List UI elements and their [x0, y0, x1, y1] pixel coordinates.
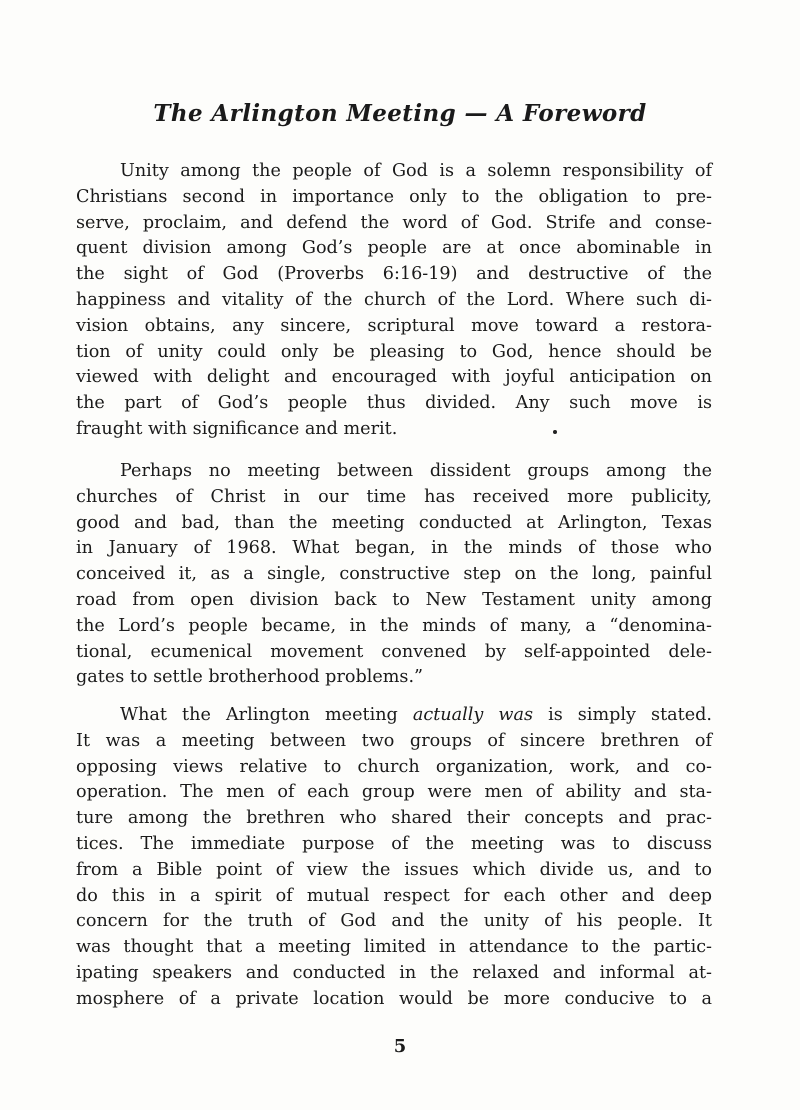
text-run: is simply stated.: [532, 705, 712, 725]
text-line: tices. The immediate purpose of the meeting was to discuss: [76, 833, 712, 854]
text-line: quent division among God’s people are at once abominable in: [76, 238, 712, 259]
text-line: [76, 703, 712, 729]
text-line: the part of God’s people thus divided. Any such move is: [76, 393, 712, 414]
text-run: What the Arlington meeting: [120, 705, 413, 725]
text-line: was thought that a meeting limited in attendance to the partic-: [76, 937, 712, 958]
paragraph-1: [76, 159, 712, 443]
text-line: Perhaps no meeting between dissident groups among the: [120, 461, 712, 481]
text-line: serve, proclaim, and defend the word of God. Strife and conse-: [76, 212, 712, 233]
text-line: do this in a spirit of mutual respect for each other and deep: [76, 885, 712, 906]
paragraph-2: [76, 459, 712, 691]
text-line: fraught with significance and merit.: [76, 418, 398, 439]
text-line: gates to settle brotherhood problems.”: [76, 667, 424, 688]
text-line: tion of unity could only be pleasing to God, hence should be: [76, 341, 712, 362]
text-line: the Lord’s people became, in the minds of many, a “denomina-: [76, 615, 712, 636]
text-line: viewed with delight and encouraged with joyful anticipation on: [76, 367, 712, 388]
text-line: conceived it, as a single, constructive step on the long, painful: [76, 564, 712, 585]
text-line: the sight of God (Proverbs 6:16-19) and destructive of the: [76, 264, 712, 285]
text-line: from a Bible point of view the issues which divide us, and to: [76, 859, 712, 880]
text-line: road from open division back to New Testament unity among: [76, 589, 712, 610]
page-number: 5: [393, 1036, 407, 1057]
text-line: ipating speakers and conducted in the relaxed and informal at-: [76, 962, 712, 983]
text-line: Unity among the people of God is a solemn responsibility of: [120, 161, 712, 181]
text-line: It was a meeting between two groups of sincere brethren of: [76, 730, 712, 751]
text-line: in January of 1968. What began, in the minds of those who: [76, 538, 712, 559]
page-title: The Arlington Meeting — A Foreword: [153, 100, 647, 127]
text-line: vision obtains, any sincere, scriptural move toward a restora-: [76, 315, 712, 336]
emphasis-text: actually was: [412, 705, 533, 725]
paragraph-3: [76, 703, 712, 1013]
text-line: good and bad, than the meeting conducted at Arlington, Texas: [76, 512, 712, 533]
text-line: opposing views relative to church organization, work, and co-: [76, 756, 712, 777]
text-line: mosphere of a private location would be more conducive to a: [76, 988, 712, 1009]
text-line: Christians second in importance only to the obligation to pre-: [76, 186, 712, 207]
text-line: ture among the brethren who shared their concepts and prac-: [76, 808, 712, 829]
text-line: tional, ecumenical movement convened by self-appointed dele-: [76, 641, 712, 662]
stray-ink-dot: [553, 430, 557, 434]
text-line: happiness and vitality of the church of the Lord. Where such di-: [76, 289, 712, 310]
text-line: concern for the truth of God and the unity of his people. It: [76, 911, 712, 932]
text-line: operation. The men of each group were men of ability and sta-: [76, 782, 712, 803]
text-line: churches of Christ in our time has received more publicity,: [76, 486, 712, 507]
